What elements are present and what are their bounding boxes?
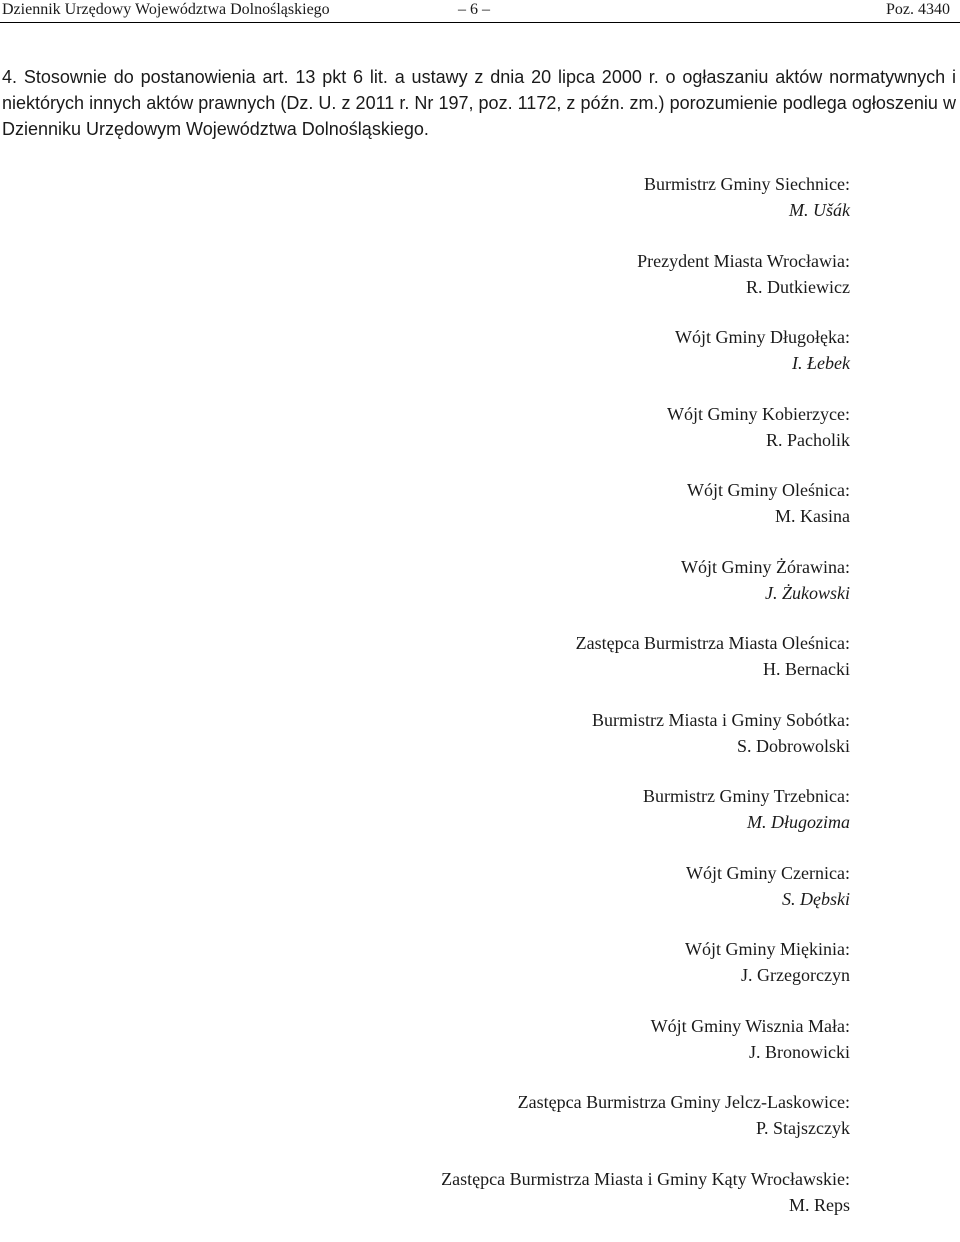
signatory-name: P. Stajszczyk (441, 1115, 850, 1141)
signature-list (441, 171, 850, 1242)
signatory-role: Burmistrz Miasta i Gminy Sobótka: (441, 707, 850, 733)
signature-block (441, 707, 850, 784)
signatory-name: H. Bernacki (441, 656, 850, 682)
signature-block (441, 1166, 850, 1242)
signature-block (441, 401, 850, 478)
page-header (0, 0, 960, 24)
signatory-role: Zastępca Burmistrza Miasta Oleśnica: (441, 630, 850, 656)
header-divider (0, 22, 960, 23)
signatory-role: Wójt Gminy Kobierzyce: (441, 401, 850, 427)
signatory-role: Wójt Gminy Miękinia: (441, 936, 850, 962)
signatory-name: J. Żukowski (441, 580, 850, 606)
page-number: – 6 – (458, 0, 490, 20)
signatory-name: J. Grzegorczyn (441, 962, 850, 988)
signatory-role: Zastępca Burmistrza Gminy Jelcz-Laskowice: (441, 1089, 850, 1115)
signatory-role: Wójt Gminy Długołęka: (441, 324, 850, 350)
signatory-name: S. Dębski (441, 886, 850, 912)
journal-title: Dziennik Urzędowy Województwa Dolnośląskiego (2, 0, 330, 20)
signatory-role: Wójt Gminy Oleśnica: (441, 477, 850, 503)
signatory-name: R. Pacholik (441, 427, 850, 453)
signatory-name: R. Dutkiewicz (441, 274, 850, 300)
signatory-role: Prezydent Miasta Wrocławia: (441, 248, 850, 274)
signatory-role: Burmistrz Gminy Trzebnica: (441, 783, 850, 809)
signatory-role: Wójt Gminy Żórawina: (441, 554, 850, 580)
signature-block (441, 1013, 850, 1090)
signatory-role: Wójt Gminy Czernica: (441, 860, 850, 886)
signature-block (441, 171, 850, 248)
signature-block (441, 936, 850, 1013)
signature-block (441, 324, 850, 401)
signatory-name: S. Dobrowolski (441, 733, 850, 759)
signature-block (441, 630, 850, 707)
signatory-name: M. Długozima (441, 809, 850, 835)
signatory-role: Wójt Gminy Wisznia Mała: (441, 1013, 850, 1039)
signatory-role: Zastępca Burmistrza Miasta i Gminy Kąty Wrocławskie: (441, 1166, 850, 1192)
signatory-name: I. Łebek (441, 350, 850, 376)
signatory-name: M. Kasina (441, 503, 850, 529)
signature-block (441, 1089, 850, 1166)
signature-block (441, 860, 850, 937)
publication-clause: 4. Stosownie do postanowienia art. 13 pkt 6 lit. a ustawy z dnia 20 lipca 2000 r. o ogłaszaniu aktów normatywnych i niektórych innych aktów prawnych (Dz. U. z 2011 r. Nr 197, poz. 1172, z późn. zm.) porozumienie podlega ogłoszeniu w Dzienniku Urzędowym Województwa Dolnośląskiego. (2, 64, 956, 142)
position-number: Poz. 4340 (886, 0, 950, 20)
signature-block (441, 554, 850, 631)
signature-block (441, 477, 850, 554)
signatory-name: M. Reps (441, 1192, 850, 1218)
signatory-name: M. Ušák (441, 197, 850, 223)
signatory-name: J. Bronowicki (441, 1039, 850, 1065)
signature-block (441, 248, 850, 325)
signatory-role: Burmistrz Gminy Siechnice: (441, 171, 850, 197)
signature-block (441, 783, 850, 860)
